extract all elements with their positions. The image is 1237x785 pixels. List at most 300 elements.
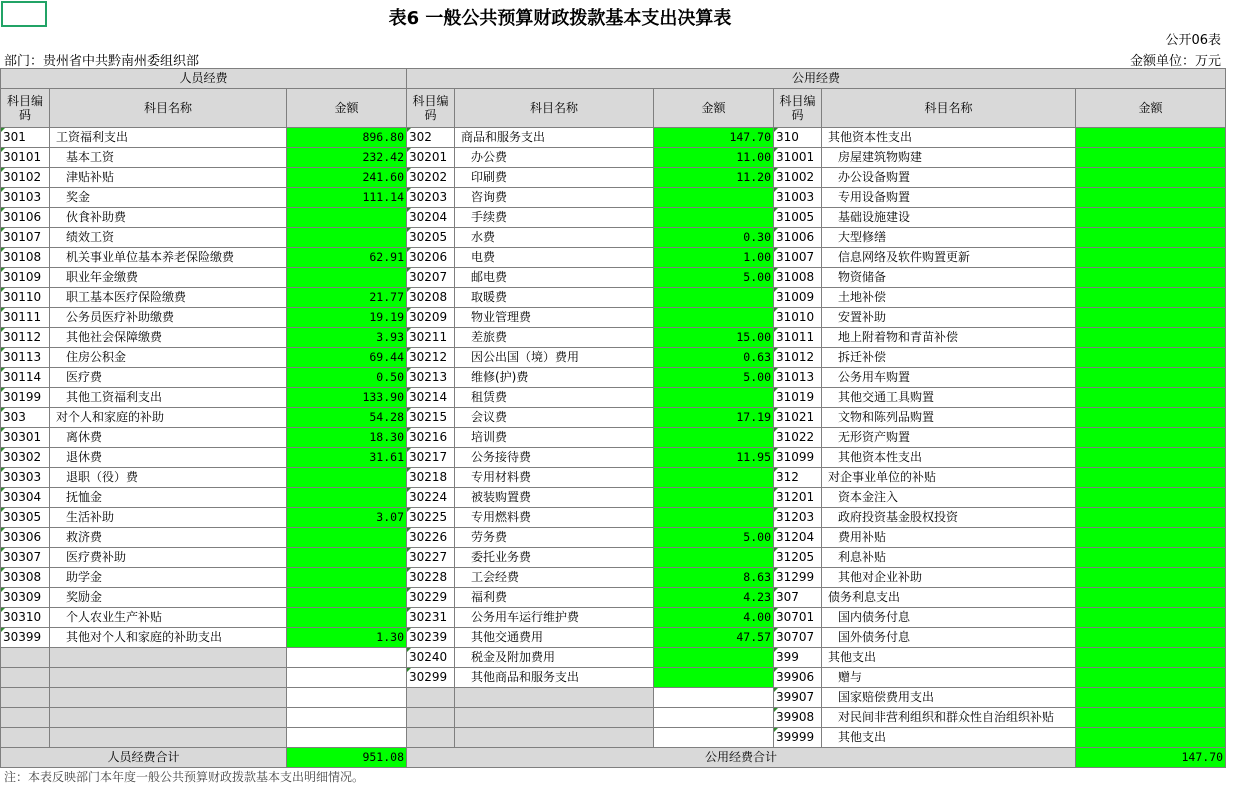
account-name-cell[interactable]: 职工基本医疗保险缴费 xyxy=(50,288,287,308)
account-name-cell[interactable]: 拆迁补偿 xyxy=(822,348,1076,368)
account-name-cell[interactable]: 救济费 xyxy=(50,528,287,548)
amount-cell[interactable]: 1.30 xyxy=(287,628,407,648)
account-code-cell[interactable]: 30204 xyxy=(407,208,455,228)
account-name-cell[interactable]: 电费 xyxy=(455,248,654,268)
account-code-cell[interactable]: 39999 xyxy=(774,728,822,748)
account-code-cell[interactable]: 30213 xyxy=(407,368,455,388)
account-name-cell[interactable]: 信息网络及软件购置更新 xyxy=(822,248,1076,268)
account-code-cell[interactable]: 30218 xyxy=(407,468,455,488)
account-code-cell[interactable]: 30112 xyxy=(1,328,50,348)
account-name-cell[interactable]: 其他支出 xyxy=(822,648,1076,668)
account-code-cell[interactable]: 30239 xyxy=(407,628,455,648)
account-code-cell[interactable]: 30299 xyxy=(407,668,455,688)
amount-cell[interactable] xyxy=(1076,208,1226,228)
amount-cell[interactable] xyxy=(1076,388,1226,408)
account-code-cell[interactable]: 31201 xyxy=(774,488,822,508)
amount-cell[interactable] xyxy=(1076,728,1226,748)
account-name-cell[interactable]: 其他资本性支出 xyxy=(822,448,1076,468)
amount-cell[interactable]: 111.14 xyxy=(287,188,407,208)
amount-cell[interactable] xyxy=(287,468,407,488)
account-code-cell[interactable]: 30303 xyxy=(1,468,50,488)
amount-cell[interactable]: 4.23 xyxy=(654,588,774,608)
account-code-cell[interactable]: 303 xyxy=(1,408,50,428)
account-name-cell[interactable]: 其他商品和服务支出 xyxy=(455,668,654,688)
amount-cell[interactable] xyxy=(287,708,407,728)
personnel-header[interactable]: 人员经费 xyxy=(1,69,407,89)
account-name-cell[interactable]: 政府投资基金股权投资 xyxy=(822,508,1076,528)
amount-cell[interactable] xyxy=(654,688,774,708)
account-code-cell[interactable]: 31013 xyxy=(774,368,822,388)
amount-cell[interactable]: 0.63 xyxy=(654,348,774,368)
amount-cell[interactable] xyxy=(1076,128,1226,148)
amount-cell[interactable] xyxy=(287,688,407,708)
account-name-cell[interactable]: 物资储备 xyxy=(822,268,1076,288)
account-code-cell[interactable]: 31001 xyxy=(774,148,822,168)
account-code-cell[interactable]: 30305 xyxy=(1,508,50,528)
amount-cell[interactable] xyxy=(654,188,774,208)
account-name-cell[interactable]: 生活补助 xyxy=(50,508,287,528)
account-code-cell[interactable]: 31099 xyxy=(774,448,822,468)
account-code-cell[interactable]: 30309 xyxy=(1,588,50,608)
name-col-header[interactable]: 科目名称 xyxy=(822,89,1076,128)
name-col-header[interactable]: 科目名称 xyxy=(50,89,287,128)
table-row xyxy=(1,428,1226,448)
amount-cell[interactable]: 3.93 xyxy=(287,328,407,348)
account-name-cell[interactable] xyxy=(455,708,654,728)
account-code-cell[interactable]: 31006 xyxy=(774,228,822,248)
account-name-cell[interactable]: 取暖费 xyxy=(455,288,654,308)
amount-cell[interactable] xyxy=(1076,368,1226,388)
amount-cell[interactable]: 8.63 xyxy=(654,568,774,588)
amount-cell[interactable]: 11.00 xyxy=(654,148,774,168)
account-name-cell[interactable]: 会议费 xyxy=(455,408,654,428)
account-name-cell[interactable]: 国家赔偿费用支出 xyxy=(822,688,1076,708)
amount-cell[interactable] xyxy=(1076,628,1226,648)
account-code-cell[interactable]: 31019 xyxy=(774,388,822,408)
amount-cell[interactable]: 5.00 xyxy=(654,268,774,288)
amount-cell[interactable] xyxy=(1076,348,1226,368)
account-name-cell[interactable]: 土地补偿 xyxy=(822,288,1076,308)
account-name-cell[interactable]: 利息补贴 xyxy=(822,548,1076,568)
account-code-cell[interactable]: 30302 xyxy=(1,448,50,468)
account-name-cell[interactable]: 安置补助 xyxy=(822,308,1076,328)
account-name-cell[interactable]: 邮电费 xyxy=(455,268,654,288)
account-code-cell[interactable]: 312 xyxy=(774,468,822,488)
account-code-cell[interactable]: 30215 xyxy=(407,408,455,428)
amount-cell[interactable]: 47.57 xyxy=(654,628,774,648)
account-name-cell[interactable] xyxy=(455,728,654,748)
name-col-header[interactable]: 科目名称 xyxy=(455,89,654,128)
account-name-cell[interactable]: 奖金 xyxy=(50,188,287,208)
account-code-cell[interactable]: 31009 xyxy=(774,288,822,308)
account-code-cell[interactable]: 31012 xyxy=(774,348,822,368)
account-code-cell[interactable]: 30227 xyxy=(407,548,455,568)
account-code-cell[interactable]: 30199 xyxy=(1,388,50,408)
code-col-header[interactable]: 科目编码 xyxy=(1,89,50,128)
account-name-cell[interactable]: 其他交通工具购置 xyxy=(822,388,1076,408)
table-row xyxy=(1,228,1226,248)
amount-cell[interactable] xyxy=(287,548,407,568)
amount-cell[interactable]: 54.28 xyxy=(287,408,407,428)
account-name-cell[interactable]: 培训费 xyxy=(455,428,654,448)
account-code-cell[interactable] xyxy=(407,708,455,728)
account-code-cell[interactable]: 30114 xyxy=(1,368,50,388)
account-name-cell[interactable]: 商品和服务支出 xyxy=(455,128,654,148)
amount-cell[interactable] xyxy=(654,728,774,748)
amount-cell[interactable] xyxy=(287,208,407,228)
account-code-cell[interactable]: 30102 xyxy=(1,168,50,188)
account-code-cell[interactable]: 30109 xyxy=(1,268,50,288)
amount-cell[interactable] xyxy=(287,648,407,668)
account-name-cell[interactable]: 地上附着物和青苗补偿 xyxy=(822,328,1076,348)
amount-cell[interactable]: 5.00 xyxy=(654,368,774,388)
amount-cell[interactable] xyxy=(1076,308,1226,328)
amount-cell[interactable] xyxy=(654,708,774,728)
amount-cell[interactable]: 17.19 xyxy=(654,408,774,428)
account-code-cell[interactable] xyxy=(1,668,50,688)
account-name-cell[interactable]: 其他支出 xyxy=(822,728,1076,748)
amount-cell[interactable]: 62.91 xyxy=(287,248,407,268)
amount-cell[interactable]: 896.80 xyxy=(287,128,407,148)
public-total-value[interactable]: 147.70 xyxy=(1076,748,1226,768)
amount-cell[interactable] xyxy=(654,648,774,668)
account-code-cell[interactable]: 30106 xyxy=(1,208,50,228)
account-code-cell[interactable]: 30217 xyxy=(407,448,455,468)
amount-cell[interactable] xyxy=(1076,488,1226,508)
amount-cell[interactable]: 241.60 xyxy=(287,168,407,188)
account-name-cell[interactable]: 差旅费 xyxy=(455,328,654,348)
account-name-cell[interactable]: 水费 xyxy=(455,228,654,248)
account-name-cell[interactable]: 委托业务费 xyxy=(455,548,654,568)
account-name-cell[interactable]: 基础设施建设 xyxy=(822,208,1076,228)
account-code-cell[interactable]: 302 xyxy=(407,128,455,148)
amount-cell[interactable]: 1.00 xyxy=(654,248,774,268)
account-code-cell[interactable]: 30107 xyxy=(1,228,50,248)
account-name-cell[interactable]: 办公费 xyxy=(455,148,654,168)
account-code-cell[interactable]: 30203 xyxy=(407,188,455,208)
account-name-cell[interactable]: 专用材料费 xyxy=(455,468,654,488)
account-name-cell[interactable] xyxy=(50,708,287,728)
table-row xyxy=(1,508,1226,528)
account-name-cell[interactable]: 租赁费 xyxy=(455,388,654,408)
account-name-cell[interactable]: 无形资产购置 xyxy=(822,428,1076,448)
amount-cell[interactable]: 21.77 xyxy=(287,288,407,308)
amount-cell[interactable] xyxy=(1076,608,1226,628)
account-name-cell[interactable]: 税金及附加费用 xyxy=(455,648,654,668)
account-code-cell[interactable]: 39906 xyxy=(774,668,822,688)
amount-cell[interactable] xyxy=(1076,168,1226,188)
table-code: 公开06表 xyxy=(1165,33,1221,48)
amount-cell[interactable] xyxy=(654,428,774,448)
account-code-cell[interactable]: 30399 xyxy=(1,628,50,648)
amount-cell[interactable] xyxy=(654,288,774,308)
account-code-cell[interactable]: 30308 xyxy=(1,568,50,588)
amount-cell[interactable]: 15.00 xyxy=(654,328,774,348)
account-name-cell[interactable]: 工会经费 xyxy=(455,568,654,588)
amount-cell[interactable] xyxy=(1076,428,1226,448)
public-header[interactable]: 公用经费 xyxy=(407,69,1226,89)
amount-cell[interactable] xyxy=(1076,288,1226,308)
amount-cell[interactable] xyxy=(287,728,407,748)
account-name-cell[interactable] xyxy=(455,688,654,708)
account-code-cell[interactable]: 30211 xyxy=(407,328,455,348)
account-name-cell[interactable]: 公务员医疗补助缴费 xyxy=(50,308,287,328)
amount-col-header[interactable]: 金额 xyxy=(1076,89,1226,128)
account-code-cell[interactable]: 30208 xyxy=(407,288,455,308)
account-code-cell[interactable]: 30212 xyxy=(407,348,455,368)
account-code-cell[interactable]: 30228 xyxy=(407,568,455,588)
account-name-cell[interactable]: 大型修缮 xyxy=(822,228,1076,248)
account-name-cell[interactable]: 职业年金缴费 xyxy=(50,268,287,288)
account-code-cell[interactable]: 30224 xyxy=(407,488,455,508)
account-name-cell[interactable]: 医疗费补助 xyxy=(50,548,287,568)
account-code-cell[interactable] xyxy=(1,728,50,748)
account-code-cell[interactable]: 30209 xyxy=(407,308,455,328)
amount-cell[interactable] xyxy=(287,568,407,588)
account-code-cell[interactable]: 30226 xyxy=(407,528,455,548)
account-name-cell[interactable]: 医疗费 xyxy=(50,368,287,388)
account-code-cell[interactable]: 30306 xyxy=(1,528,50,548)
account-code-cell[interactable]: 30225 xyxy=(407,508,455,528)
amount-cell[interactable]: 5.00 xyxy=(654,528,774,548)
amount-cell[interactable] xyxy=(1076,408,1226,428)
amount-cell[interactable] xyxy=(1076,668,1226,688)
account-name-cell[interactable]: 对民间非营利组织和群众性自治组织补贴 xyxy=(822,708,1076,728)
account-code-cell[interactable]: 30301 xyxy=(1,428,50,448)
amount-cell[interactable] xyxy=(287,608,407,628)
account-name-cell[interactable]: 手续费 xyxy=(455,208,654,228)
account-code-cell[interactable]: 310 xyxy=(774,128,822,148)
amount-cell[interactable]: 3.07 xyxy=(287,508,407,528)
account-code-cell[interactable]: 31021 xyxy=(774,408,822,428)
account-code-cell[interactable]: 39908 xyxy=(774,708,822,728)
account-name-cell[interactable] xyxy=(50,668,287,688)
account-name-cell[interactable]: 印刷费 xyxy=(455,168,654,188)
account-name-cell[interactable]: 专用燃料费 xyxy=(455,508,654,528)
code-col-header[interactable]: 科目编码 xyxy=(407,89,455,128)
amount-col-header[interactable]: 金额 xyxy=(287,89,407,128)
account-name-cell[interactable]: 被装购置费 xyxy=(455,488,654,508)
account-code-cell[interactable]: 31008 xyxy=(774,268,822,288)
account-code-cell[interactable]: 30304 xyxy=(1,488,50,508)
amount-cell[interactable]: 0.50 xyxy=(287,368,407,388)
account-code-cell[interactable]: 30701 xyxy=(774,608,822,628)
account-code-cell[interactable] xyxy=(1,708,50,728)
account-code-cell[interactable]: 30103 xyxy=(1,188,50,208)
account-code-cell[interactable]: 30310 xyxy=(1,608,50,628)
amount-cell[interactable] xyxy=(287,488,407,508)
amount-cell[interactable] xyxy=(1076,228,1226,248)
account-name-cell[interactable]: 其他工资福利支出 xyxy=(50,388,287,408)
account-code-cell[interactable]: 31002 xyxy=(774,168,822,188)
amount-cell[interactable] xyxy=(287,588,407,608)
amount-cell[interactable] xyxy=(1076,328,1226,348)
table-row xyxy=(1,388,1226,408)
account-code-cell[interactable]: 307 xyxy=(774,588,822,608)
account-name-cell[interactable] xyxy=(50,648,287,668)
account-name-cell[interactable]: 其他对企业补助 xyxy=(822,568,1076,588)
account-name-cell[interactable] xyxy=(50,688,287,708)
amount-cell[interactable] xyxy=(287,228,407,248)
account-code-cell[interactable]: 31003 xyxy=(774,188,822,208)
account-code-cell[interactable]: 30229 xyxy=(407,588,455,608)
amount-cell[interactable] xyxy=(654,308,774,328)
amount-cell[interactable]: 11.95 xyxy=(654,448,774,468)
account-name-cell[interactable] xyxy=(50,728,287,748)
account-code-cell[interactable]: 31022 xyxy=(774,428,822,448)
amount-cell[interactable] xyxy=(1076,548,1226,568)
account-name-cell[interactable]: 工资福利支出 xyxy=(50,128,287,148)
amount-cell[interactable] xyxy=(287,268,407,288)
account-name-cell[interactable]: 咨询费 xyxy=(455,188,654,208)
account-name-cell[interactable]: 公务用车购置 xyxy=(822,368,1076,388)
account-code-cell[interactable]: 31203 xyxy=(774,508,822,528)
account-name-cell[interactable]: 绩效工资 xyxy=(50,228,287,248)
account-code-cell[interactable]: 30205 xyxy=(407,228,455,248)
account-code-cell[interactable]: 301 xyxy=(1,128,50,148)
account-code-cell[interactable]: 30207 xyxy=(407,268,455,288)
amount-cell[interactable] xyxy=(1076,688,1226,708)
account-code-cell[interactable]: 30108 xyxy=(1,248,50,268)
account-name-cell[interactable]: 对个人和家庭的补助 xyxy=(50,408,287,428)
amount-cell[interactable]: 18.30 xyxy=(287,428,407,448)
account-code-cell[interactable] xyxy=(407,728,455,748)
amount-cell[interactable] xyxy=(1076,528,1226,548)
amount-cell[interactable] xyxy=(654,388,774,408)
amount-cell[interactable]: 4.00 xyxy=(654,608,774,628)
account-code-cell[interactable]: 30216 xyxy=(407,428,455,448)
account-name-cell[interactable]: 伙食补助费 xyxy=(50,208,287,228)
account-code-cell[interactable]: 30202 xyxy=(407,168,455,188)
account-name-cell[interactable]: 住房公积金 xyxy=(50,348,287,368)
account-code-cell[interactable]: 30206 xyxy=(407,248,455,268)
amount-cell[interactable] xyxy=(1076,468,1226,488)
amount-cell[interactable] xyxy=(1076,248,1226,268)
account-code-cell[interactable]: 31010 xyxy=(774,308,822,328)
amount-cell[interactable]: 0.30 xyxy=(654,228,774,248)
public-total-label[interactable]: 公用经费合计 xyxy=(407,748,1076,768)
account-name-cell[interactable]: 房屋建筑物购建 xyxy=(822,148,1076,168)
amount-cell[interactable] xyxy=(654,548,774,568)
account-name-cell[interactable]: 文物和陈列品购置 xyxy=(822,408,1076,428)
account-name-cell[interactable]: 维修(护)费 xyxy=(455,368,654,388)
amount-cell[interactable] xyxy=(654,208,774,228)
account-name-cell[interactable]: 津贴补贴 xyxy=(50,168,287,188)
amount-cell[interactable] xyxy=(287,668,407,688)
amount-cell[interactable] xyxy=(1076,508,1226,528)
amount-cell[interactable]: 69.44 xyxy=(287,348,407,368)
account-name-cell[interactable]: 因公出国（境）费用 xyxy=(455,348,654,368)
personnel-total-label[interactable]: 人员经费合计 xyxy=(1,748,287,768)
account-name-cell[interactable]: 退休费 xyxy=(50,448,287,468)
account-name-cell[interactable]: 公务接待费 xyxy=(455,448,654,468)
account-name-cell[interactable]: 个人农业生产补贴 xyxy=(50,608,287,628)
account-code-cell[interactable] xyxy=(1,648,50,668)
account-code-cell[interactable]: 30101 xyxy=(1,148,50,168)
account-name-cell[interactable]: 费用补贴 xyxy=(822,528,1076,548)
code-col-header[interactable]: 科目编码 xyxy=(774,89,822,128)
account-name-cell[interactable]: 其他社会保障缴费 xyxy=(50,328,287,348)
amount-cell[interactable]: 31.61 xyxy=(287,448,407,468)
unit-label: 金额单位：万元 xyxy=(1129,54,1221,69)
account-name-cell[interactable]: 债务利息支出 xyxy=(822,588,1076,608)
account-code-cell[interactable]: 31204 xyxy=(774,528,822,548)
amount-cell[interactable] xyxy=(1076,588,1226,608)
account-name-cell[interactable]: 助学金 xyxy=(50,568,287,588)
account-name-cell[interactable]: 劳务费 xyxy=(455,528,654,548)
account-code-cell[interactable]: 31011 xyxy=(774,328,822,348)
account-code-cell[interactable]: 30201 xyxy=(407,148,455,168)
amount-cell[interactable]: 232.42 xyxy=(287,148,407,168)
account-name-cell[interactable]: 赠与 xyxy=(822,668,1076,688)
amount-cell[interactable] xyxy=(1076,268,1226,288)
account-name-cell[interactable]: 福利费 xyxy=(455,588,654,608)
account-name-cell[interactable]: 办公设备购置 xyxy=(822,168,1076,188)
account-name-cell[interactable]: 对企事业单位的补贴 xyxy=(822,468,1076,488)
amount-cell[interactable] xyxy=(654,508,774,528)
account-code-cell[interactable]: 30111 xyxy=(1,308,50,328)
amount-cell[interactable] xyxy=(1076,568,1226,588)
account-code-cell[interactable]: 30113 xyxy=(1,348,50,368)
amount-cell[interactable] xyxy=(1076,148,1226,168)
amount-cell[interactable]: 133.90 xyxy=(287,388,407,408)
amount-cell[interactable]: 19.19 xyxy=(287,308,407,328)
amount-cell[interactable]: 11.20 xyxy=(654,168,774,188)
amount-cell[interactable] xyxy=(654,668,774,688)
account-name-cell[interactable]: 其他交通费用 xyxy=(455,628,654,648)
account-code-cell[interactable]: 31205 xyxy=(774,548,822,568)
amount-col-header[interactable]: 金额 xyxy=(654,89,774,128)
account-name-cell[interactable]: 资本金注入 xyxy=(822,488,1076,508)
account-name-cell[interactable]: 其他资本性支出 xyxy=(822,128,1076,148)
amount-cell[interactable] xyxy=(287,528,407,548)
account-code-cell[interactable]: 30307 xyxy=(1,548,50,568)
account-code-cell[interactable]: 30110 xyxy=(1,288,50,308)
amount-cell[interactable] xyxy=(1076,448,1226,468)
amount-cell[interactable] xyxy=(654,468,774,488)
account-name-cell[interactable]: 国内债务付息 xyxy=(822,608,1076,628)
personnel-total-value[interactable]: 951.08 xyxy=(287,748,407,768)
amount-cell[interactable] xyxy=(1076,708,1226,728)
account-name-cell[interactable]: 奖励金 xyxy=(50,588,287,608)
account-name-cell[interactable]: 公务用车运行维护费 xyxy=(455,608,654,628)
account-code-cell[interactable]: 39907 xyxy=(774,688,822,708)
account-name-cell[interactable]: 退职（役）费 xyxy=(50,468,287,488)
account-code-cell[interactable]: 399 xyxy=(774,648,822,668)
account-code-cell[interactable] xyxy=(1,688,50,708)
amount-cell[interactable] xyxy=(1076,648,1226,668)
amount-cell[interactable] xyxy=(654,488,774,508)
account-name-cell[interactable]: 国外债务付息 xyxy=(822,628,1076,648)
account-code-cell[interactable]: 30240 xyxy=(407,648,455,668)
account-code-cell[interactable]: 30231 xyxy=(407,608,455,628)
amount-cell[interactable] xyxy=(1076,188,1226,208)
account-name-cell[interactable]: 机关事业单位基本养老保险缴费 xyxy=(50,248,287,268)
amount-cell[interactable]: 147.70 xyxy=(654,128,774,148)
account-code-cell[interactable]: 31007 xyxy=(774,248,822,268)
account-name-cell[interactable]: 离休费 xyxy=(50,428,287,448)
account-name-cell[interactable]: 专用设备购置 xyxy=(822,188,1076,208)
account-name-cell[interactable]: 抚恤金 xyxy=(50,488,287,508)
account-code-cell[interactable]: 30707 xyxy=(774,628,822,648)
account-name-cell[interactable]: 基本工资 xyxy=(50,148,287,168)
account-name-cell[interactable]: 物业管理费 xyxy=(455,308,654,328)
account-code-cell[interactable]: 30214 xyxy=(407,388,455,408)
account-code-cell[interactable] xyxy=(407,688,455,708)
account-code-cell[interactable]: 31005 xyxy=(774,208,822,228)
account-code-cell[interactable]: 31299 xyxy=(774,568,822,588)
account-name-cell[interactable]: 其他对个人和家庭的补助支出 xyxy=(50,628,287,648)
